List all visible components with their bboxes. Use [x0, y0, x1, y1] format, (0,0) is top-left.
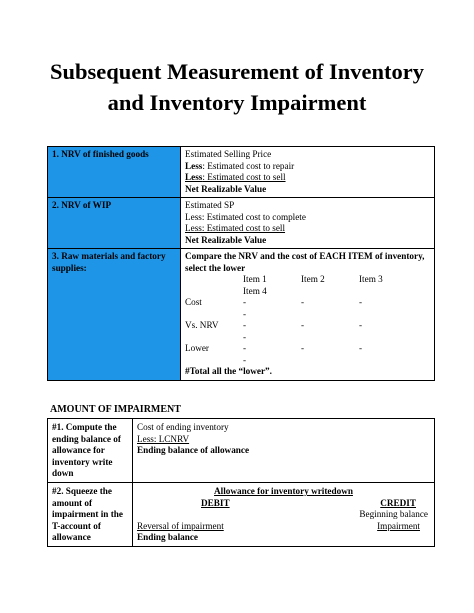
ending-balance: Ending balance: [137, 532, 199, 542]
nrv-row-raw-materials: [48, 249, 435, 381]
beginning-balance: Beginning balance: [359, 509, 428, 519]
raw-row-cost: Cost - - -: [185, 297, 363, 307]
t-account-title: Allowance for inventory writedown: [214, 486, 353, 496]
finished-l4: Net Realizable Value: [185, 183, 267, 194]
raw-label: 3. Raw materials and factory supplies:: [48, 249, 181, 381]
step-2-label: #2. Squeeze the amount of impairment in the T-account of allowance: [48, 483, 133, 547]
impairment-table: [47, 418, 435, 547]
credit-header: CREDIT: [380, 497, 416, 508]
impairment-step-1: [48, 419, 435, 483]
item-1-header: Item 1: [243, 274, 267, 284]
impairment-heading: AMOUNT OF IMPAIRMENT: [50, 404, 181, 415]
finished-goods-label: 1. NRV of finished goods: [48, 147, 181, 198]
wip-l2: Less: Estimated cost to complete: [185, 211, 306, 222]
step-1-l2: Less: LCNRV: [137, 433, 190, 444]
finished-l1: Estimated Selling Price: [185, 149, 272, 159]
finished-l3: Less: Estimated cost to sell: [185, 172, 286, 182]
nrv-table: [47, 146, 435, 381]
raw-content: Compare the NRV and the cost of EACH ITEM of inventory, select the lower Item 1 Item 2 Item 3 Item 4 Cost - - - - Vs. NRV - - - - Lower - - - - #Total all the “lower”.: [181, 249, 435, 381]
nrv-row-finished-goods: [48, 147, 435, 198]
wip-l4: Net Realizable Value: [185, 234, 267, 245]
finished-goods-formula: [181, 147, 435, 198]
raw-row-nrv: Vs. NRV - - -: [185, 320, 363, 330]
nrv-row-wip: [48, 198, 435, 249]
raw-total-note: #Total all the “lower”.: [185, 366, 272, 376]
wip-label: 2. NRV of WIP: [48, 198, 181, 249]
step-1-label: #1. Compute the ending balance of allowance for inventory write down: [48, 419, 133, 483]
step-1-l3: Ending balance of allowance: [137, 445, 250, 455]
impairment-step-2: [48, 483, 435, 547]
wip-formula: [181, 198, 435, 249]
reversal-of-impairment: Reversal of impairment: [137, 520, 224, 531]
finished-l2: Less: Estimated cost to repair: [185, 160, 295, 171]
impairment-entry: Impairment: [377, 520, 420, 531]
title-line-1: Subsequent Measurement of Inventory: [50, 59, 424, 84]
wip-l1: Estimated SP: [185, 200, 235, 210]
raw-item-header: [185, 274, 430, 286]
item-4-header: Item 4: [243, 285, 267, 296]
raw-instruction: Compare the NRV and the cost of EACH ITEM of inventory, select the lower: [185, 251, 425, 273]
t-account-header: [137, 498, 430, 510]
debit-header: DEBIT: [201, 497, 230, 508]
step-1-content: [133, 419, 435, 483]
item-2-header: Item 2: [301, 274, 325, 284]
t-account: [133, 483, 435, 547]
wip-l3: Less: Estimated cost to sell: [185, 223, 286, 233]
raw-row-lower: Lower - - -: [185, 343, 363, 353]
item-3-header: Item 3: [359, 274, 383, 284]
page-title: [0, 56, 474, 118]
step-1-l1: Cost of ending inventory: [137, 422, 229, 432]
t-account-entries: [137, 521, 430, 533]
title-line-2: and Inventory Impairment: [107, 90, 367, 115]
